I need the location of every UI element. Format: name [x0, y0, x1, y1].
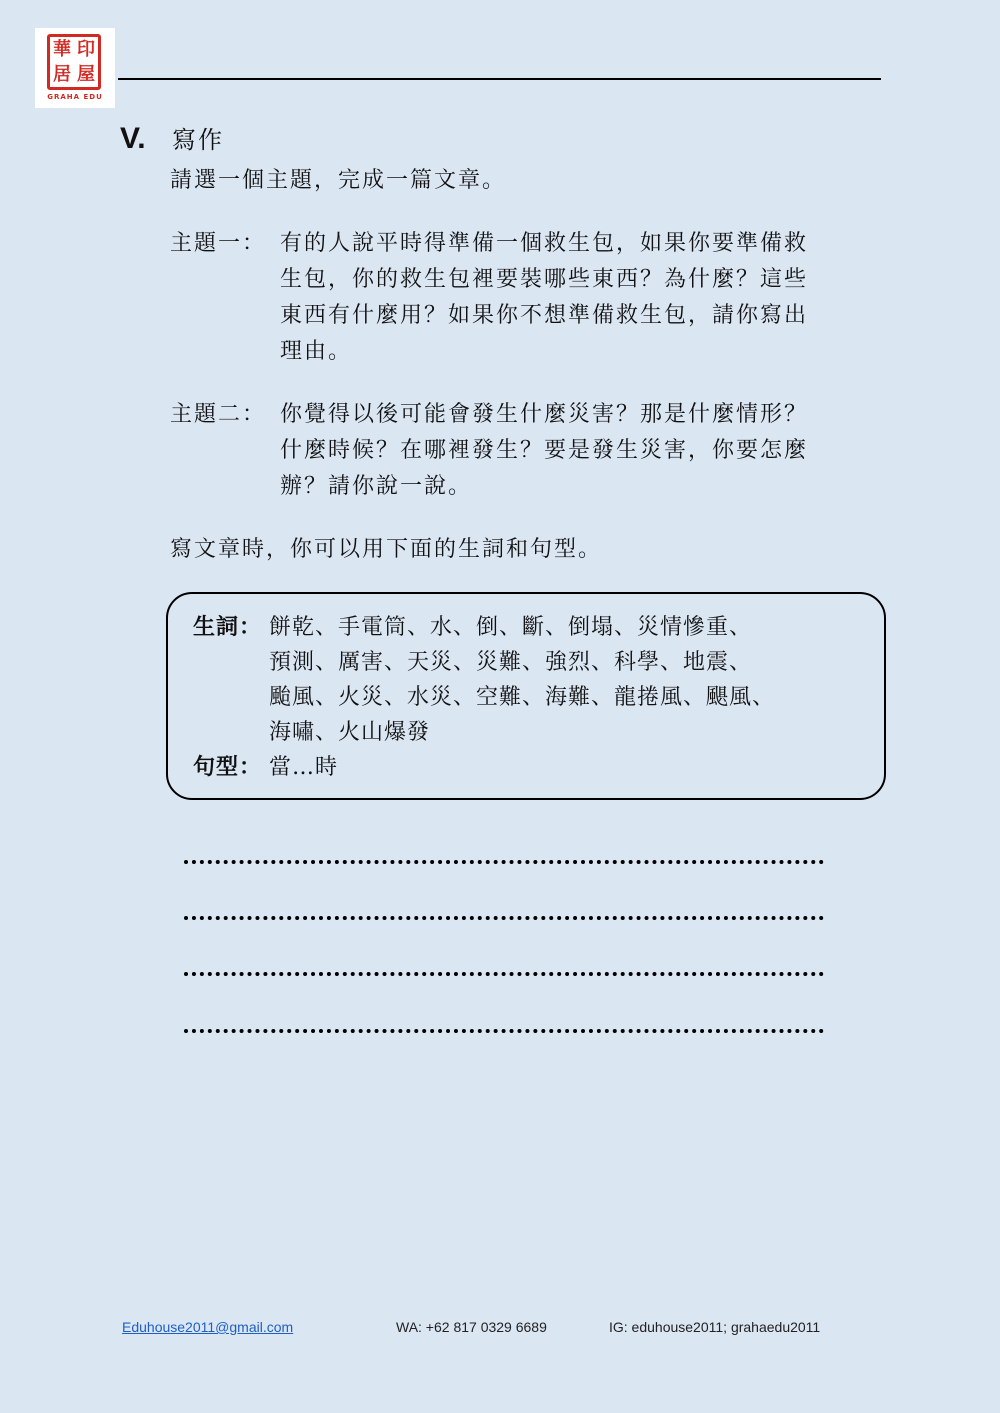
vocab-line: 預測、厲害、天災、災難、強烈、科學、地震、 — [269, 650, 753, 675]
topic-body — [280, 226, 880, 370]
header-rule — [118, 78, 881, 80]
topic-label: 主題二： — [170, 402, 267, 427]
hint-text: 寫文章時，你可以用下面的生詞和句型。 — [170, 537, 603, 562]
vocab-list — [269, 610, 869, 750]
answer-line[interactable] — [184, 860, 824, 864]
seal-char: 印 — [77, 38, 95, 60]
pattern-text: 當…時 — [269, 755, 339, 780]
seal-char: 華 — [53, 38, 71, 60]
section-heading — [120, 120, 224, 156]
topic-line: 理由。 — [280, 339, 353, 364]
footer-email[interactable] — [122, 1319, 293, 1335]
topic-line: 東西有什麼用？如果你不想準備救生包，請你寫出 — [280, 303, 809, 328]
seal-char: 屋 — [77, 63, 95, 85]
section-title: 寫作 — [172, 126, 224, 154]
seal-char: 居 — [53, 63, 71, 85]
topic-line: 有的人說平時得準備一個救生包，如果你要準備救 — [280, 231, 809, 256]
topic-line: 你覺得以後可能會發生什麼災害？那是什麼情形？ — [280, 402, 809, 427]
pattern-label: 句型： — [193, 754, 263, 780]
email-link[interactable]: Eduhouse2011@gmail.com — [122, 1319, 294, 1335]
topic-line: 生包，你的救生包裡要裝哪些東西？為什麼？這些 — [280, 267, 809, 292]
answer-line[interactable] — [184, 972, 824, 976]
vocab-line: 海嘯、火山爆發 — [269, 720, 431, 745]
logo-text: GRAHA EDU — [47, 93, 103, 101]
topic-line: 辦？請你說一說。 — [280, 474, 473, 499]
instruction: 請選一個主題，完成一篇文章。 — [170, 168, 507, 193]
footer-instagram: IG: eduhouse2011; grahaedu2011 — [609, 1319, 821, 1335]
section-number: V. — [120, 122, 146, 155]
vocab-label: 生詞： — [193, 614, 263, 640]
topic-line: 什麼時候？在哪裡發生？要是發生災害，你要怎麼 — [280, 438, 809, 463]
vocab-line: 颱風、火災、水災、空難、海難、龍捲風、颶風、 — [269, 685, 776, 710]
footer-whatsapp: WA: +62 817 0329 6689 — [396, 1319, 547, 1335]
answer-line[interactable] — [184, 1029, 824, 1033]
vocab-box — [166, 592, 886, 800]
answer-line[interactable] — [184, 916, 824, 920]
logo-seal — [47, 34, 101, 90]
topic-label: 主題一： — [170, 231, 267, 256]
vocab-line: 餅乾、手電筒、水、倒、斷、倒塌、災情慘重、 — [269, 615, 753, 640]
logo — [35, 28, 115, 108]
topic-body — [280, 397, 880, 505]
